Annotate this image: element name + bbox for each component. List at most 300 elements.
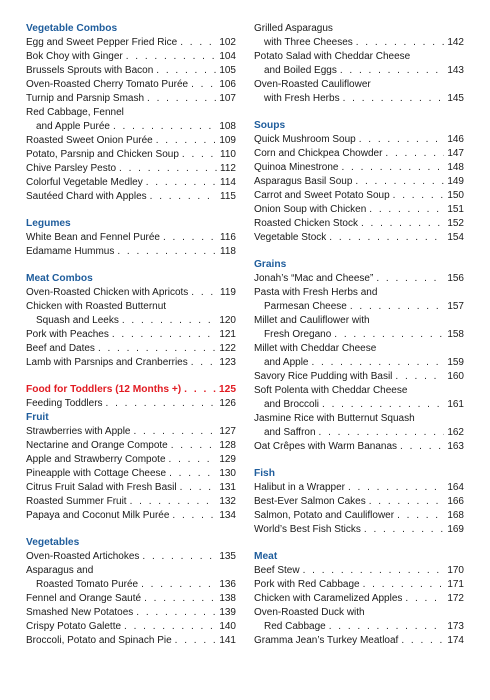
section-heading-text: Food for Toddlers (12 Months +) <box>26 384 182 395</box>
entry-line <box>254 328 464 342</box>
entry-page-number: 152 <box>447 218 464 229</box>
dot-leader <box>124 620 216 634</box>
entry-line <box>254 426 464 440</box>
entry-page-number: 135 <box>219 551 236 562</box>
dot-leader <box>395 370 444 384</box>
entry-title: Oven-Roasted Artichokes <box>26 551 140 562</box>
entry-page-number: 170 <box>447 565 464 576</box>
dot-leader <box>112 328 216 342</box>
entry-line <box>254 509 464 523</box>
dot-leader <box>319 426 445 440</box>
entry-line <box>26 106 236 120</box>
toc-entry[interactable] <box>26 439 236 453</box>
dot-leader <box>122 314 216 328</box>
entry-line <box>254 495 464 509</box>
entry-title: Oat Crêpes with Warm Bananas <box>254 441 398 452</box>
entry-line <box>26 50 236 64</box>
entry-line <box>26 328 236 342</box>
entry-line <box>26 620 236 634</box>
toc-entry[interactable] <box>254 370 464 384</box>
entry-title: Apple and Strawberry Compote <box>26 454 166 465</box>
toc-entry[interactable] <box>254 481 464 495</box>
toc-entry[interactable] <box>26 78 236 92</box>
entry-line <box>26 550 236 564</box>
toc-entry[interactable] <box>254 523 464 537</box>
dot-leader <box>364 523 444 537</box>
dot-leader <box>98 342 216 356</box>
entry-page-number: 138 <box>219 593 236 604</box>
entry-title: Oven-Roasted Chicken with Apricots <box>26 287 189 298</box>
entry-line <box>26 190 236 204</box>
entry-line <box>254 481 464 495</box>
toc-entry[interactable] <box>254 286 464 314</box>
toc-entry[interactable] <box>254 440 464 454</box>
entry-line <box>26 176 236 190</box>
entry-title: Roasted Tomato Purée <box>36 579 139 590</box>
toc-entry[interactable] <box>26 64 236 78</box>
toc-section-meat <box>254 550 464 648</box>
entry-line <box>26 425 236 439</box>
entry-line <box>254 384 464 398</box>
dot-leader <box>400 440 444 454</box>
entry-line <box>26 578 236 592</box>
entry-title: Millet with Cheddar Cheese <box>254 343 377 354</box>
entry-title: Smashed New Potatoes <box>26 607 134 618</box>
section-heading: Meat Combos <box>26 273 93 284</box>
entry-page-number: 102 <box>219 37 236 48</box>
dot-leader <box>342 161 445 175</box>
toc-entry[interactable] <box>254 203 464 217</box>
entry-line <box>254 175 464 189</box>
toc-entry[interactable] <box>254 231 464 245</box>
entry-page-number: 158 <box>447 329 464 340</box>
entry-page-number: 149 <box>447 176 464 187</box>
section-spacer <box>26 523 236 536</box>
entry-line <box>26 592 236 606</box>
entry-line <box>254 398 464 412</box>
toc-entry[interactable] <box>254 495 464 509</box>
toc-entry[interactable] <box>254 578 464 592</box>
entry-page-number: 154 <box>447 232 464 243</box>
toc-entry[interactable] <box>26 606 236 620</box>
dot-leader <box>184 383 216 397</box>
dot-leader <box>329 231 444 245</box>
entry-title: White Bean and Fennel Purée <box>26 232 160 243</box>
entry-title: Citrus Fruit Salad with Fresh Basil <box>26 482 177 493</box>
entry-title: Potato Salad with Cheddar Cheese <box>254 51 411 62</box>
toc-entry[interactable] <box>26 356 236 370</box>
entry-line <box>254 92 464 106</box>
entry-line <box>254 564 464 578</box>
entry-title: Soft Polenta with Cheddar Cheese <box>254 385 408 396</box>
dot-leader <box>130 495 217 509</box>
entry-title: Potato, Parsnip and Chicken Soup <box>26 149 179 160</box>
toc-section-grains <box>254 258 464 454</box>
entry-title: Roasted Sweet Onion Purée <box>26 135 153 146</box>
entry-line <box>26 606 236 620</box>
dot-leader <box>175 634 217 648</box>
entry-page-number: 145 <box>447 93 464 104</box>
section-heading: Vegetables <box>26 537 80 548</box>
entry-title: Egg and Sweet Pepper Fried Rice <box>26 37 178 48</box>
entry-page-number: 169 <box>447 524 464 535</box>
entry-title: Papaya and Coconut Milk Purée <box>26 510 170 521</box>
entry-page-number: 119 <box>220 287 236 298</box>
entry-line <box>26 162 236 176</box>
dot-leader <box>393 189 445 203</box>
entry-line <box>254 356 464 370</box>
dot-leader <box>334 328 444 342</box>
dot-leader <box>361 217 444 231</box>
entry-page-number: 128 <box>219 440 236 451</box>
toc-entry[interactable] <box>254 564 464 578</box>
entry-line <box>254 231 464 245</box>
entry-page-number: 162 <box>447 427 464 438</box>
section-spacer <box>26 259 236 272</box>
entry-line <box>254 36 464 50</box>
toc-entry[interactable] <box>26 148 236 162</box>
section-heading: Fish <box>254 468 275 479</box>
entry-page-number: 150 <box>447 190 464 201</box>
entry-title: Asparagus Basil Soup <box>254 176 353 187</box>
entry-page-number: 109 <box>219 135 236 146</box>
entry-page-number: 140 <box>219 621 236 632</box>
entry-line <box>254 370 464 384</box>
entry-title: Asparagus and <box>26 565 94 576</box>
toc-entry[interactable] <box>26 245 236 259</box>
entry-title: and Apple <box>264 357 309 368</box>
entry-title: Onion Soup with Chicken <box>254 204 367 215</box>
section-spacer <box>254 245 464 258</box>
entry-title: and Broccoli <box>264 399 320 410</box>
toc-entry[interactable] <box>26 342 236 356</box>
entry-line <box>254 217 464 231</box>
entry-line <box>254 620 464 634</box>
entry-page-number: 114 <box>220 177 236 188</box>
entry-line <box>26 495 236 509</box>
toc-entry[interactable] <box>26 550 236 564</box>
entry-page-number: 157 <box>447 301 464 312</box>
entry-line <box>26 36 236 50</box>
entry-line <box>26 634 236 648</box>
entry-line <box>26 286 236 300</box>
entry-line <box>254 272 464 286</box>
dot-leader <box>329 620 445 634</box>
entry-page-number: 151 <box>447 204 464 215</box>
toc-section-vegetable-combos <box>26 22 236 204</box>
entry-line <box>26 356 236 370</box>
entry-page-number: 121 <box>219 329 236 340</box>
toc-entry[interactable] <box>26 176 236 190</box>
entry-line <box>26 509 236 523</box>
entry-line <box>254 189 464 203</box>
dot-leader <box>134 425 217 439</box>
toc-entry[interactable] <box>254 189 464 203</box>
entry-line <box>254 314 464 328</box>
entry-page-number: 146 <box>447 134 464 145</box>
toc-entry[interactable] <box>26 231 236 245</box>
entry-title: Oven-Roasted Cauliflower <box>254 79 371 90</box>
dot-leader <box>363 578 445 592</box>
entry-title: Feeding Toddlers <box>26 398 103 409</box>
entry-line <box>26 134 236 148</box>
dot-leader <box>146 176 217 190</box>
dot-leader <box>172 509 216 523</box>
entry-page-number: 136 <box>219 579 236 590</box>
entry-title: Nectarine and Orange Compote <box>26 440 168 451</box>
toc-entry[interactable] <box>26 509 236 523</box>
section-spacer <box>254 454 464 467</box>
entry-line <box>254 64 464 78</box>
toc-entry[interactable] <box>254 78 464 106</box>
entry-page-number: 161 <box>447 399 464 410</box>
entry-title: Fennel and Orange Sauté <box>26 593 142 604</box>
entry-line <box>254 133 464 147</box>
entry-title: Jasmine Rice with Butternut Squash <box>254 413 415 424</box>
toc-entry[interactable] <box>254 634 464 648</box>
toc-entry[interactable] <box>26 92 236 106</box>
entry-page-number: 132 <box>219 496 236 507</box>
dot-leader <box>355 175 444 189</box>
entry-page-number: 126 <box>219 398 236 409</box>
toc-entry[interactable] <box>254 217 464 231</box>
toc-entry[interactable] <box>254 342 464 370</box>
entry-title: Pasta with Fresh Herbs and <box>254 287 378 298</box>
toc-entry[interactable] <box>26 36 236 50</box>
dot-leader <box>147 92 216 106</box>
entry-line <box>26 564 236 578</box>
entry-line <box>26 245 236 259</box>
entry-page-number: 141 <box>219 635 236 646</box>
entry-title: Pork with Peaches <box>26 329 109 340</box>
entry-page-number: 139 <box>219 607 236 618</box>
section-spacer <box>254 106 464 119</box>
toc-entry[interactable] <box>26 50 236 64</box>
entry-page-number: 118 <box>220 246 236 257</box>
dot-leader <box>156 134 217 148</box>
entry-line <box>254 78 464 92</box>
section-heading: Fruit <box>26 412 49 423</box>
toc-entry[interactable] <box>26 328 236 342</box>
dot-leader <box>322 398 444 412</box>
entry-page-number: 143 <box>447 65 464 76</box>
entry-line <box>26 467 236 481</box>
toc-section-food-for-toddlers-12-months <box>26 383 236 411</box>
entry-page-number: 164 <box>447 482 464 493</box>
toc-entry[interactable] <box>254 384 464 412</box>
dot-leader <box>141 578 216 592</box>
toc-section-fruit <box>26 411 236 523</box>
entry-title: Best-Ever Salmon Cakes <box>254 496 366 507</box>
toc-section-vegetables <box>26 536 236 648</box>
entry-title: Roasted Summer Fruit <box>26 496 127 507</box>
entry-title: Turnip and Parsnip Smash <box>26 93 145 104</box>
section-heading: Soups <box>254 120 286 131</box>
entry-page-number: 110 <box>220 149 236 160</box>
section-heading: Legumes <box>26 218 71 229</box>
toc-entry[interactable] <box>26 286 236 300</box>
entry-line <box>254 412 464 426</box>
toc-section-fish <box>254 467 464 537</box>
entry-title: Edamame Hummus <box>26 246 115 257</box>
entry-page-number: 129 <box>219 454 236 465</box>
entry-line <box>254 161 464 175</box>
toc-entry[interactable] <box>254 412 464 440</box>
section-spacer <box>26 370 236 383</box>
entry-line <box>26 397 236 411</box>
toc-entry[interactable] <box>254 147 464 161</box>
entry-title: Jonah’s “Mac and Cheese” <box>254 273 374 284</box>
entry-title: Chive Parsley Pesto <box>26 163 117 174</box>
entry-title: Chicken with Caramelized Apples <box>254 593 403 604</box>
entry-line <box>26 120 236 134</box>
toc-entry[interactable] <box>26 495 236 509</box>
entry-page-number: 106 <box>219 79 236 90</box>
entry-title: Pork with Red Cabbage <box>254 579 360 590</box>
toc-entry[interactable] <box>26 190 236 204</box>
toc-entry[interactable] <box>26 162 236 176</box>
entry-line <box>26 64 236 78</box>
entry-title: Carrot and Sweet Potato Soup <box>254 190 390 201</box>
dot-leader <box>401 634 444 648</box>
entry-title: Halibut in a Wrapper <box>254 482 345 493</box>
entry-title: Strawberries with Apple <box>26 426 131 437</box>
toc-entry[interactable] <box>26 620 236 634</box>
toc-section-soups <box>254 119 464 245</box>
toc-entry[interactable] <box>254 22 464 50</box>
entry-title: Millet and Cauliflower with <box>254 315 370 326</box>
entry-page-number: 142 <box>447 37 464 48</box>
section-spacer <box>254 537 464 550</box>
entry-page-number: 115 <box>220 191 236 202</box>
toc-entry[interactable] <box>26 467 236 481</box>
entry-page-number: 131 <box>219 482 236 493</box>
dot-leader <box>169 467 216 481</box>
entry-line <box>254 606 464 620</box>
section-heading <box>26 383 236 397</box>
entry-line <box>254 300 464 314</box>
toc-entry[interactable] <box>26 106 236 134</box>
entry-line <box>26 342 236 356</box>
toc-entry[interactable] <box>254 272 464 286</box>
toc-entry[interactable] <box>26 453 236 467</box>
dot-leader <box>136 606 216 620</box>
dot-leader <box>142 550 216 564</box>
entry-title: Oven-Roasted Cherry Tomato Purée <box>26 79 189 90</box>
dot-leader <box>180 36 216 50</box>
entry-line <box>26 78 236 92</box>
entry-title: Oven-Roasted Duck with <box>254 607 365 618</box>
entry-title: Red Cabbage, Fennel <box>26 107 124 118</box>
dot-leader <box>180 481 217 495</box>
entry-title: Red Cabbage <box>264 621 326 632</box>
dot-leader <box>405 592 444 606</box>
toc-entry[interactable] <box>254 175 464 189</box>
entry-title: and Apple Purée <box>36 121 110 132</box>
dot-leader <box>156 64 216 78</box>
dot-leader <box>350 300 444 314</box>
entry-title: Broccoli, Potato and Spinach Pie <box>26 635 172 646</box>
entry-page-number: 160 <box>447 371 464 382</box>
entry-page-number: 130 <box>219 468 236 479</box>
entry-line <box>26 439 236 453</box>
entry-line <box>254 440 464 454</box>
entry-page-number: 120 <box>219 315 236 326</box>
entry-title: and Boiled Eggs <box>264 65 337 76</box>
entry-page-number: 156 <box>447 273 464 284</box>
entry-page-number: 127 <box>219 426 236 437</box>
dot-leader <box>356 36 445 50</box>
toc-entry[interactable] <box>254 161 464 175</box>
toc-entry[interactable] <box>26 397 236 411</box>
toc-entry[interactable] <box>254 606 464 634</box>
dot-leader <box>150 190 217 204</box>
dot-leader <box>359 133 445 147</box>
entry-page-number: 123 <box>219 357 236 368</box>
entry-title: Corn and Chickpea Chowder <box>254 148 383 159</box>
entry-line <box>254 523 464 537</box>
toc-entry[interactable] <box>26 300 236 328</box>
dot-leader <box>397 509 444 523</box>
entry-page-number: 163 <box>447 441 464 452</box>
entry-page-number: 173 <box>447 621 464 632</box>
entry-page-number: 108 <box>219 121 236 132</box>
entry-title: Vegetable Stock <box>254 232 327 243</box>
entry-page-number: 166 <box>447 496 464 507</box>
toc-entry[interactable] <box>26 634 236 648</box>
entry-page-number: 134 <box>219 510 236 521</box>
entry-line <box>26 92 236 106</box>
entry-title: Beef and Dates <box>26 343 95 354</box>
dot-leader <box>163 231 217 245</box>
entry-page-number: 104 <box>219 51 236 62</box>
section-heading: Grains <box>254 259 287 270</box>
entry-title: Savory Rice Pudding with Basil <box>254 371 393 382</box>
entry-page-number: 122 <box>219 343 236 354</box>
dot-leader <box>113 120 216 134</box>
entry-title: with Fresh Herbs <box>264 93 340 104</box>
toc-entry[interactable] <box>26 564 236 592</box>
entry-title: Quinoa Minestrone <box>254 162 339 173</box>
dot-leader <box>106 397 217 411</box>
entry-title: Colorful Vegetable Medley <box>26 177 143 188</box>
entry-line <box>254 22 464 36</box>
toc-left-column <box>26 22 236 648</box>
toc-entry[interactable] <box>26 134 236 148</box>
entry-title: Brussels Sprouts with Bacon <box>26 65 154 76</box>
entry-title: Grilled Asparagus <box>254 23 333 34</box>
toc-entry[interactable] <box>254 314 464 342</box>
toc-entry[interactable] <box>254 592 464 606</box>
entry-title: Sautéed Chard with Apples <box>26 191 147 202</box>
dot-leader <box>343 92 445 106</box>
entry-page-number: 171 <box>447 579 464 590</box>
entry-line <box>26 231 236 245</box>
toc-entry[interactable] <box>254 50 464 78</box>
toc-entry[interactable] <box>254 509 464 523</box>
section-page-number: 125 <box>219 384 236 395</box>
entry-line <box>254 147 464 161</box>
entry-title: Roasted Chicken Stock <box>254 218 358 229</box>
dot-leader <box>369 495 445 509</box>
toc-entry[interactable] <box>26 592 236 606</box>
toc-section-meat-combos <box>26 272 236 370</box>
entry-title: Beef Stew <box>254 565 300 576</box>
toc-entry[interactable] <box>26 425 236 439</box>
toc-entry[interactable] <box>254 133 464 147</box>
toc-entry[interactable] <box>26 481 236 495</box>
entry-title: and Saffron <box>264 427 316 438</box>
